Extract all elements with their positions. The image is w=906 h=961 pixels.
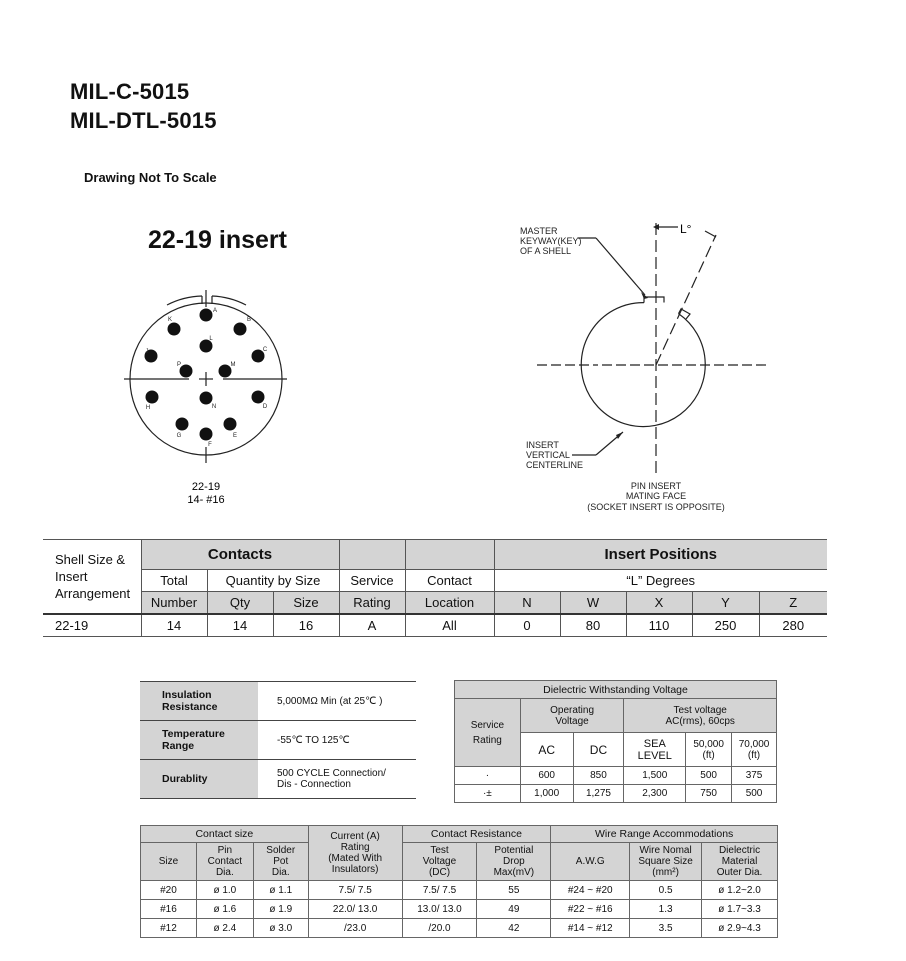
contact-e xyxy=(224,418,237,431)
contact-n xyxy=(200,392,213,405)
current-rating-header: Current (A) Rating (Mated With Insulators) xyxy=(308,826,402,881)
wire-range-header: Wire Range Accommodations xyxy=(551,826,778,843)
total-header: Total xyxy=(141,570,207,592)
contact-label-g: G xyxy=(176,433,182,439)
location-header: Location xyxy=(405,592,494,615)
table-row: · 600 850 1,500 500 375 xyxy=(455,767,777,785)
contact-size-header: Contact size xyxy=(141,826,309,843)
dc-header: DC xyxy=(573,733,624,767)
solder-dia-header: Solder Pot Dia. xyxy=(253,843,308,881)
contact-label-n: N xyxy=(211,404,217,410)
insert-caption-2: 14- #16 xyxy=(187,494,225,506)
table-row: #12 ø 2.4 ø 3.0 /23.0 /20.0 42 #14 ~ #12 3.5 ø 2.9~4.3 xyxy=(141,919,778,938)
contact-label-j: J xyxy=(145,349,149,355)
contact-g xyxy=(176,418,189,431)
centerline-label-1: INSERT xyxy=(526,440,559,450)
table-row: Durablity 500 CYCLE Connection/ Dis - Connection xyxy=(140,760,416,799)
qty-header: Qty xyxy=(207,592,273,615)
dielectric-title: Dielectric Withstanding Voltage xyxy=(455,681,777,699)
contact-d xyxy=(252,391,265,404)
title-line-1: MIL-C-5015 xyxy=(70,79,190,104)
face-label-3: (SOCKET INSERT IS OPPOSITE) xyxy=(587,502,725,512)
keyway-label-2: KEYWAY(KEY) xyxy=(520,236,582,246)
contact-resistance-header: Contact Resistance xyxy=(402,826,551,843)
position-z-header: Z xyxy=(759,592,827,615)
number-header: Number xyxy=(141,592,207,615)
contact-label-e: E xyxy=(232,433,238,439)
contact-label-f: F xyxy=(208,442,212,448)
contact-specifications-table xyxy=(140,825,778,938)
table-row: Temperature Range -55℃ TO 125℃ xyxy=(140,721,416,760)
contact-p xyxy=(180,365,193,378)
insulation-properties-table xyxy=(140,681,416,799)
sea-level-header: SEA LEVEL xyxy=(624,733,686,767)
angle-line xyxy=(656,235,716,365)
contact-label-l: L xyxy=(209,336,213,342)
keyway-label-1: MASTER xyxy=(520,226,558,236)
contact-label-d: D xyxy=(262,404,268,410)
contact-a xyxy=(200,309,213,322)
centerline-label-2: VERTICAL xyxy=(526,450,570,460)
contact-b xyxy=(234,323,247,336)
table-row: #20 ø 1.0 ø 1.1 7.5/ 7.5 7.5/ 7.5 55 #24 ~ #20 0.5 ø 1.2~2.0 xyxy=(141,881,778,900)
contact-h xyxy=(146,391,159,404)
face-label-1: PIN INSERT xyxy=(630,481,682,491)
contact-k xyxy=(168,323,181,336)
contacts-header: Contacts xyxy=(141,540,339,570)
quantity-by-size-header: Quantity by Size xyxy=(207,570,339,592)
operating-voltage-header: Operating Voltage xyxy=(520,699,624,733)
size-header: Size xyxy=(273,592,339,615)
contact-label-c: C xyxy=(262,347,268,353)
insert-positions-header: Insert Positions xyxy=(494,540,827,570)
position-y-header: Y xyxy=(692,592,759,615)
position-w-header: W xyxy=(560,592,626,615)
face-label-2: MATING FACE xyxy=(625,491,687,501)
square-size-header: Wire Nomal Square Size (mm²) xyxy=(630,843,702,881)
altitude-50000-header: 50,000 (ft) xyxy=(686,733,732,767)
keyway-label-3: OF A SHELL xyxy=(520,246,572,256)
service-rating-header: Service Rating xyxy=(455,699,521,767)
contact-f xyxy=(200,428,213,441)
insert-position-diagram xyxy=(510,215,785,520)
service-header: Service xyxy=(339,570,405,592)
test-voltage-header: Test Voltage (DC) xyxy=(402,843,477,881)
size-header: Size xyxy=(141,843,197,881)
position-n-header: N xyxy=(494,592,560,615)
contact-label-b: B xyxy=(246,317,252,323)
title-line-2: MIL-DTL-5015 xyxy=(70,108,217,133)
table-row: Insulation Resistance 5,000MΩ Min (at 25℃ ) xyxy=(140,682,416,721)
angle-label: L° xyxy=(680,222,692,236)
insert-drawing xyxy=(115,285,300,510)
scale-note: Drawing Not To Scale xyxy=(84,170,217,185)
position-x-header: X xyxy=(626,592,692,615)
contact-label-p: P xyxy=(176,362,182,368)
l-degrees-header: “L” Degrees xyxy=(494,570,827,592)
rating-header: Rating xyxy=(339,592,405,615)
insert-caption-1: 22-19 xyxy=(191,481,221,493)
table-row: 22-19 14 14 16 A All 0 80 110 250 280 xyxy=(43,614,827,637)
test-voltage-header: Test voltage AC(rms), 60cps xyxy=(624,699,777,733)
insert-arrangement-table xyxy=(43,539,827,637)
dielectric-voltage-table xyxy=(454,680,777,803)
centerline-label-3: CENTERLINE xyxy=(526,460,584,470)
outer-dia-header: Dielectric Material Outer Dia. xyxy=(702,843,778,881)
potential-drop-header: Potential Drop Max(mV) xyxy=(477,843,551,881)
contact-header: Contact xyxy=(405,570,494,592)
contact-label-k: K xyxy=(167,317,173,323)
table-row: #16 ø 1.6 ø 1.9 22.0/ 13.0 13.0/ 13.0 49 #22 ~ #16 1.3 ø 1.7~3.3 xyxy=(141,900,778,919)
awg-header: A.W.G xyxy=(551,843,630,881)
contact-label-m: M xyxy=(230,362,236,368)
keyway-leader xyxy=(596,238,645,295)
insert-title: 22-19 insert xyxy=(148,226,287,254)
ac-header: AC xyxy=(520,733,573,767)
contact-label-a: A xyxy=(212,308,218,314)
contact-label-h: H xyxy=(145,405,151,411)
altitude-70000-header: 70,000 (ft) xyxy=(732,733,777,767)
table-row: ·± 1,000 1,275 2,300 750 500 xyxy=(455,785,777,803)
pin-dia-header: Pin Contact Dia. xyxy=(196,843,253,881)
shell-size-header: Shell Size & Insert Arrangement xyxy=(43,540,141,615)
